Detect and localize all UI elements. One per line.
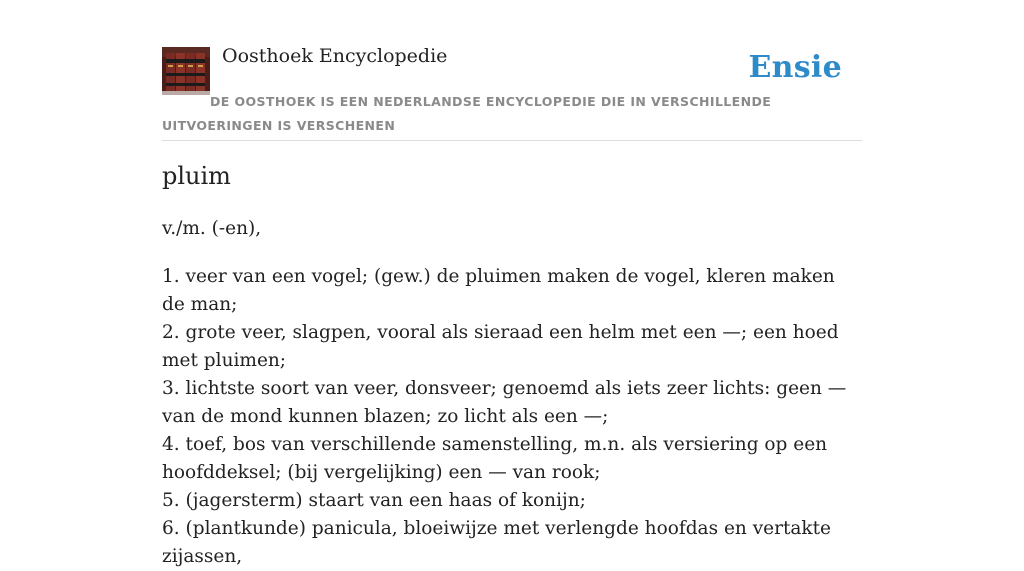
site-header <box>162 0 862 141</box>
definition-item: 3. lichtste soort van veer, donsveer; genoemd als iets zeer lichts: geen — van de mond kunnen blazen; zo licht als een —; <box>162 378 847 427</box>
definition-item: 4. toef, bos van verschillende samenstelling, m.n. als versiering op een hoofddeksel; (bij vergelijking) een — van rook; <box>162 434 828 483</box>
definition-item: 5. (jagersterm) staart van een haas of konijn; <box>162 490 586 511</box>
definition-item: 2. grote veer, slagpen, vooral als sieraad een helm met een —; een hoed met pluimen; <box>162 322 839 371</box>
ensie-logo-link[interactable]: Ensie <box>748 50 842 85</box>
page-container <box>162 0 862 567</box>
definition-item: 6. (plantkunde) panicula, bloeiwijze met verlengde hoofdas en vertakte zijassen, <box>162 518 831 567</box>
definition-item: 1. veer van een vogel; (gew.) de pluimen maken de vogel, kleren maken de man; <box>162 266 835 315</box>
site-title-link[interactable]: Oosthoek Encyclopedie <box>222 45 448 67</box>
entry-title: pluim <box>162 162 231 190</box>
definition-list <box>162 263 862 571</box>
entry-grammar: v./m. (-en), <box>162 218 262 239</box>
site-description: DE OOSTHOEK IS EEN NEDERLANDSE ENCYCLOPEDIE DIE IN VERSCHILLENDE UITVOERINGEN IS VERSCHENEN <box>162 94 772 133</box>
encyclopedia-books-icon[interactable] <box>162 47 210 95</box>
